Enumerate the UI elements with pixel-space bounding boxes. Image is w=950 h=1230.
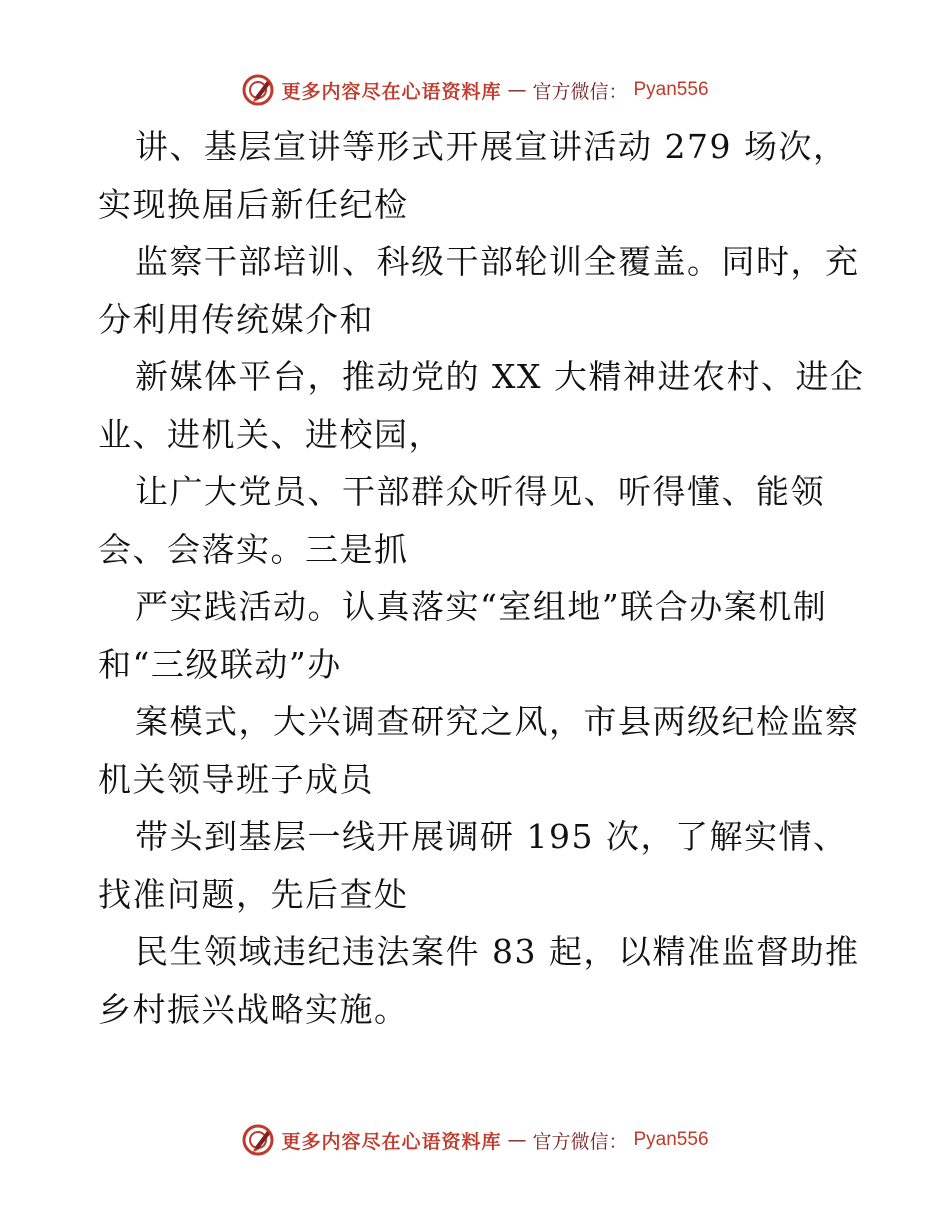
pen-circle-icon	[241, 73, 275, 107]
header-banner	[0, 70, 950, 110]
body-line: 会、会落实。三是抓	[98, 529, 409, 569]
body-line: 监察干部培训、科级干部轮训全覆盖。同时，充	[135, 242, 860, 281]
body-line: 分利用传统媒介和	[98, 299, 374, 339]
banner-dash: —	[507, 79, 527, 101]
body-line: 乡村振兴战略实施。	[98, 989, 409, 1029]
pen-circle-icon	[241, 1123, 275, 1157]
document-body	[98, 118, 865, 1038]
body-line: 和“三级联动”办	[98, 644, 342, 684]
banner-wechat-label: 官方微信：	[532, 1130, 628, 1153]
banner-dash: —	[507, 1129, 527, 1151]
body-line: 业、进机关、进校园，	[98, 414, 443, 454]
body-line: 带头到基层一线开展调研 195 次，了解实情、	[135, 817, 848, 856]
banner-brand-text: 更多内容尽在心语资料库	[281, 80, 502, 103]
banner-wechat-label: 官方微信：	[532, 80, 628, 103]
body-line: 民生领域违纪违法案件 83 起，以精准监督助推	[135, 932, 860, 971]
body-line: 案模式，大兴调查研究之风，市县两级纪检监察	[135, 702, 860, 741]
banner-wechat-id: Pyan556	[633, 79, 709, 100]
body-line: 严实践活动。认真落实“室组地”联合办案机制	[135, 587, 828, 626]
footer-banner	[0, 1120, 950, 1160]
body-line: 新媒体平台，推动党的 XX 大精神进农村、进企	[135, 357, 865, 396]
banner-brand-text: 更多内容尽在心语资料库	[281, 1130, 502, 1153]
banner-wechat-id: Pyan556	[633, 1129, 709, 1150]
body-line: 机关领导班子成员	[98, 759, 374, 799]
body-line: 让广大党员、干部群众听得见、听得懂、能领	[135, 472, 825, 511]
body-line: 找准问题，先后查处	[98, 874, 409, 914]
body-line: 讲、基层宣讲等形式开展宣讲活动 279 场次，	[135, 127, 848, 166]
body-line: 实现换届后新任纪检	[98, 184, 409, 224]
